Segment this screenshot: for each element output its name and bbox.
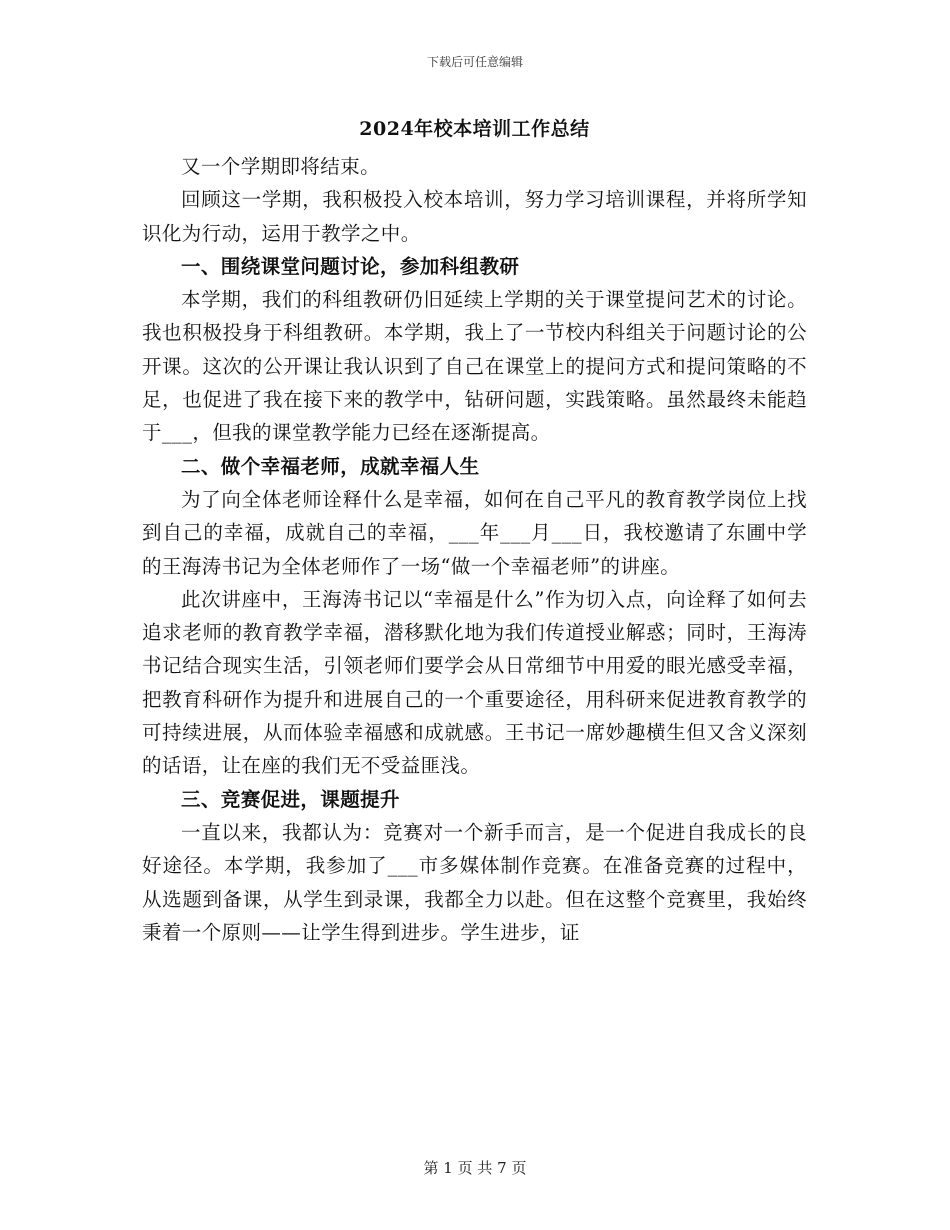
- section-heading-3: 三、竞赛促进，课题提升: [181, 787, 400, 811]
- paragraph-review: 回顾这一学期，我积极投入校本培训，努力学习培训课程，并将所学知识化为行动，运用于教学之中。: [142, 188, 807, 245]
- document-title: 2024年校本培训工作总结: [359, 118, 590, 140]
- paragraph-section-1: 本学期，我们的科组教研仍旧延续上学期的关于课堂提问艺术的讨论。我也积极投身于科组教研。本学期，我上了一节校内科组关于问题讨论的公开课。这次的公开课让我认识到了自己在课堂上的提问方式和提问策略的不足，也促进了我在接下来的教学中，钻研问题，实践策略。虽然最终未能趋于___，但我的课堂教学能力已经在逐渐提高。: [142, 288, 807, 445]
- document-body: [142, 112, 807, 949]
- paragraph-section-2a: 为了向全体老师诠释什么是幸福，如何在自己平凡的教育教学岗位上找到自己的幸福，成就自己的幸福，___年___月___日，我校邀请了东圃中学的王海涛书记为全体老师作了一场“做一个幸福老师”的讲座。: [142, 487, 807, 578]
- paragraph-intro: 又一个学期即将结束。: [181, 155, 381, 178]
- header-note: 下载后可任意编辑: [426, 55, 523, 69]
- section-heading-1: 一、围绕课堂问题讨论，参加科组教研: [181, 254, 520, 278]
- paragraph-section-3: 一直以来，我都认为：竞赛对一个新手而言，是一个促进自我成长的良好途径。本学期，我参加了___市多媒体制作竞赛。在准备竞赛的过程中，从选题到备课，从学生到录课，我都全力以赴。但在这整个竞赛里，我始终秉着一个原则——让学生得到进步。学生进步，证: [142, 820, 807, 944]
- page-indicator: 第 1 页 共 7 页: [423, 1159, 527, 1177]
- paragraph-section-2b: 此次讲座中，王海涛书记以“幸福是什么”作为切入点，向诠释了如何去追求老师的教育教学幸福，潜移默化地为我们传道授业解惑；同时，王海涛书记结合现实生活，引领老师们要学会从日常细节中用爱的眼光感受幸福，把教育科研作为提升和进展自己的一个重要途径，用科研来促进教育教学的可持续进展，从而体验幸福感和成就感。王书记一席妙趣横生但又含义深刻的话语，让在座的我们无不受益匪浅。: [142, 587, 807, 778]
- section-heading-2: 二、做个幸福老师，成就幸福人生: [181, 454, 480, 478]
